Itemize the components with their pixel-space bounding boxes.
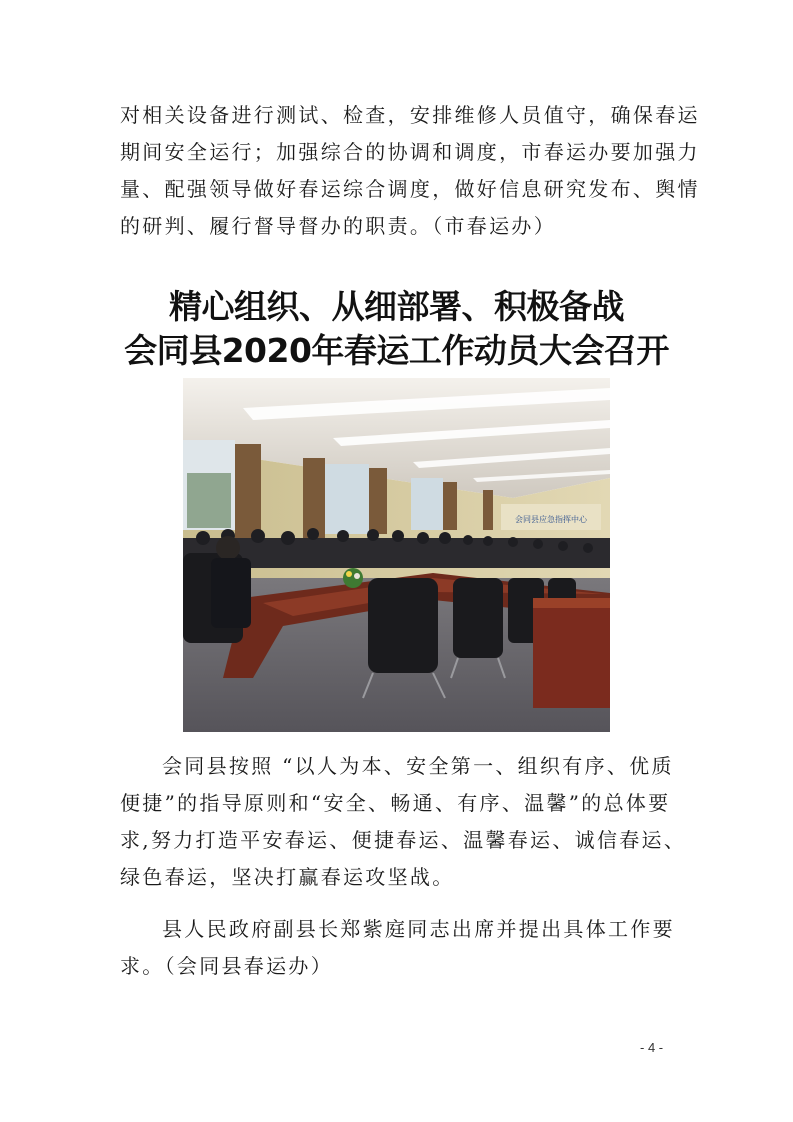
paragraph-line: 会同县按照 “以人为本、安全第一、组织有序、优质 <box>162 754 674 778</box>
window <box>325 464 369 534</box>
body-paragraph-2 <box>120 911 676 985</box>
curtain <box>483 490 493 530</box>
paragraph-line: 期间安全运行；加强综合的协调和调度，市春运办要加强力 <box>120 140 700 164</box>
window-view <box>187 473 231 528</box>
article-title <box>60 285 733 373</box>
paragraph-line: 县人民政府副县长郑紫庭同志出席并提出具体工作要 <box>162 917 675 941</box>
person-head <box>216 536 240 560</box>
meeting-room-illustration <box>183 378 610 732</box>
person-body <box>211 558 251 628</box>
flower-arrangement <box>343 568 363 588</box>
curtain <box>303 458 325 538</box>
curtain <box>443 482 457 530</box>
article-title-line-1: 精心组织、从细部署、积极备战 <box>169 287 624 326</box>
curtain <box>369 468 387 534</box>
meeting-photo <box>183 378 610 732</box>
paragraph-line: 求。（会同县春运办） <box>120 954 333 978</box>
window <box>411 478 443 530</box>
article-title-line-2: 会同县2020年春运工作动员大会召开 <box>124 331 669 370</box>
body-paragraph-1 <box>120 748 687 896</box>
paragraph-line: 求,努力打造平安春运、便捷春运、温馨春运、诚信春运、 <box>120 828 687 852</box>
paragraph-line: 的研判、履行督导督办的职责。（市春运办） <box>120 214 556 238</box>
sign-text: 会同县应急指挥中心 <box>515 515 587 524</box>
paragraph-line: 绿色春运，坚决打赢春运攻坚战。 <box>120 865 455 889</box>
paragraph-line: 量、配强领导做好春运综合调度，做好信息研究发布、舆情 <box>120 177 700 201</box>
curtain <box>235 444 261 544</box>
paragraph-line: 便捷”的指导原则和“安全、畅通、有序、温馨”的总体要 <box>120 791 671 815</box>
intro-paragraph <box>120 97 700 245</box>
side-desk <box>533 598 610 708</box>
paragraph-line: 对相关设备进行测试、检查，安排维修人员值守，确保春运 <box>120 103 700 127</box>
page-number: - 4 - <box>640 1040 664 1055</box>
